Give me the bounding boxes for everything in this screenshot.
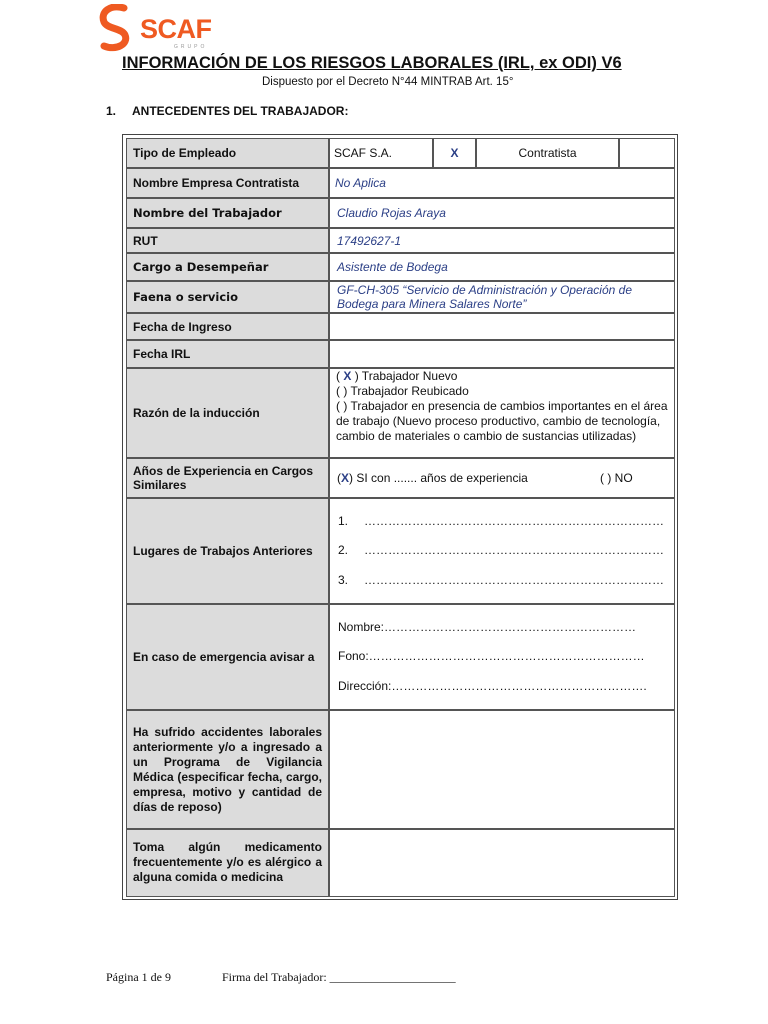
razon-option-reubicado[interactable]: ( ) Trabajador Reubicado (336, 384, 469, 398)
label-rut: RUT (126, 228, 329, 253)
label-cargo: Cargo a Desempeñar (126, 253, 329, 281)
field-accidentes[interactable] (329, 710, 675, 829)
section-heading (106, 104, 348, 118)
field-lugares-anteriores[interactable] (329, 498, 675, 604)
field-empresa-contratista[interactable]: No Aplica (329, 168, 675, 198)
emergencia-direccion[interactable]: Dirección:………………………………………………………. (338, 679, 647, 693)
section-number: 1. (106, 104, 117, 118)
field-emergencia[interactable] (329, 604, 675, 710)
lugar-item (338, 543, 664, 557)
razon-text-1: ) Trabajador Nuevo (351, 369, 458, 383)
lugar-line: ………………………………………………………………… (364, 543, 665, 557)
document-title: INFORMACIÓN DE LOS RIESGOS LABORALES (IRL, ex ODI) V6 (122, 54, 622, 72)
anos-open: ( (337, 471, 341, 485)
scaf-logo (98, 4, 218, 54)
razon-option-cambios[interactable]: ( ) Trabajador en presencia de cambios importantes en el área de trabajo (Nuevo proceso productivo, cambio de tecnología, cambio de materiales o cambio de sustancias utilizadas) (336, 399, 668, 443)
worker-form-table (122, 134, 678, 900)
label-accidentes (126, 710, 329, 829)
lugar-num: 1. (338, 514, 349, 528)
field-cargo[interactable]: Asistente de Bodega (329, 253, 675, 281)
checkbox-contratista[interactable] (619, 138, 675, 168)
anos-option-si: ) SI con ....... años de experiencia (349, 471, 528, 485)
lugar-item (338, 573, 664, 587)
faena-text: GF-CH-305 “Servicio de Administración y Operación de Bodega para Minera Salares Norte” (337, 283, 633, 311)
field-fecha-irl[interactable] (329, 340, 675, 368)
emergencia-nombre[interactable]: Nombre:……………………………………………………… (338, 620, 637, 634)
label-anos-experiencia (126, 458, 329, 498)
lugar-line: ………………………………………………………………… (364, 573, 665, 587)
label-nombre-trabajador: Nombre del Trabajador (126, 198, 329, 228)
brand-name: SCAF (140, 14, 212, 44)
option-contratista: Contratista (476, 138, 619, 168)
field-fecha-ingreso[interactable] (329, 313, 675, 340)
signature-line[interactable]: Firma del Trabajador: _____________________ (222, 970, 456, 984)
razon-mark-1: X (343, 369, 352, 383)
anos-mark-si: X (341, 471, 350, 485)
label-razon-induccion: Razón de la inducción (126, 368, 329, 458)
razon-open-1: ( (336, 369, 344, 383)
lugar-num: 2. (338, 543, 349, 557)
checkbox-scaf[interactable]: X (433, 138, 476, 168)
brand-sub: GRUPO (174, 44, 208, 50)
label-fecha-irl: Fecha IRL (126, 340, 329, 368)
field-medicamento[interactable] (329, 829, 675, 897)
label-lugares-anteriores: Lugares de Trabajos Anteriores (126, 498, 329, 604)
option-scaf: SCAF S.A. (329, 138, 433, 168)
lugar-line: ………………………………………………………………… (364, 514, 665, 528)
field-rut[interactable]: 17492627-1 (329, 228, 675, 253)
emergencia-fono[interactable]: Fono:…………………………………………………………… (338, 649, 645, 663)
field-faena[interactable] (329, 281, 675, 313)
medicamento-label-text: Toma algún medicamento frecuentemente y/o es alérgico a alguna comida o medicina (133, 840, 322, 884)
label-faena: Faena o servicio (126, 281, 329, 313)
label-empresa-contratista: Nombre Empresa Contratista (126, 168, 329, 198)
section-title: ANTECEDENTES DEL TRABAJADOR: (132, 104, 349, 118)
page-number: Página 1 de 9 (106, 970, 171, 984)
lugar-item (338, 514, 664, 528)
field-anos-experiencia[interactable] (329, 458, 675, 498)
label-fecha-ingreso: Fecha de Ingreso (126, 313, 329, 340)
label-emergencia: En caso de emergencia avisar a (126, 604, 329, 710)
lugar-num: 3. (338, 573, 349, 587)
anos-label-text: Años de Experiencia en Cargos Similares (133, 464, 314, 492)
accidentes-label-text: Ha sufrido accidentes laborales anteriormente y/o a ingresado a un Programa de Vigilancia Médica (especificar fecha, cargo, empresa, motivo y cantidad de días de reposo) (133, 725, 322, 814)
razon-option-nuevo[interactable] (336, 369, 668, 384)
anos-option-no[interactable]: ( ) NO (600, 471, 633, 485)
label-medicamento (126, 829, 329, 897)
label-tipo-empleado: Tipo de Empleado (126, 138, 329, 168)
field-razon-induccion[interactable] (329, 368, 675, 458)
document-subtitle: Dispuesto por el Decreto N°44 MINTRAB Art. 15° (262, 76, 514, 88)
field-nombre-trabajador[interactable]: Claudio Rojas Araya (329, 198, 675, 228)
scaf-logo-icon (98, 4, 134, 52)
